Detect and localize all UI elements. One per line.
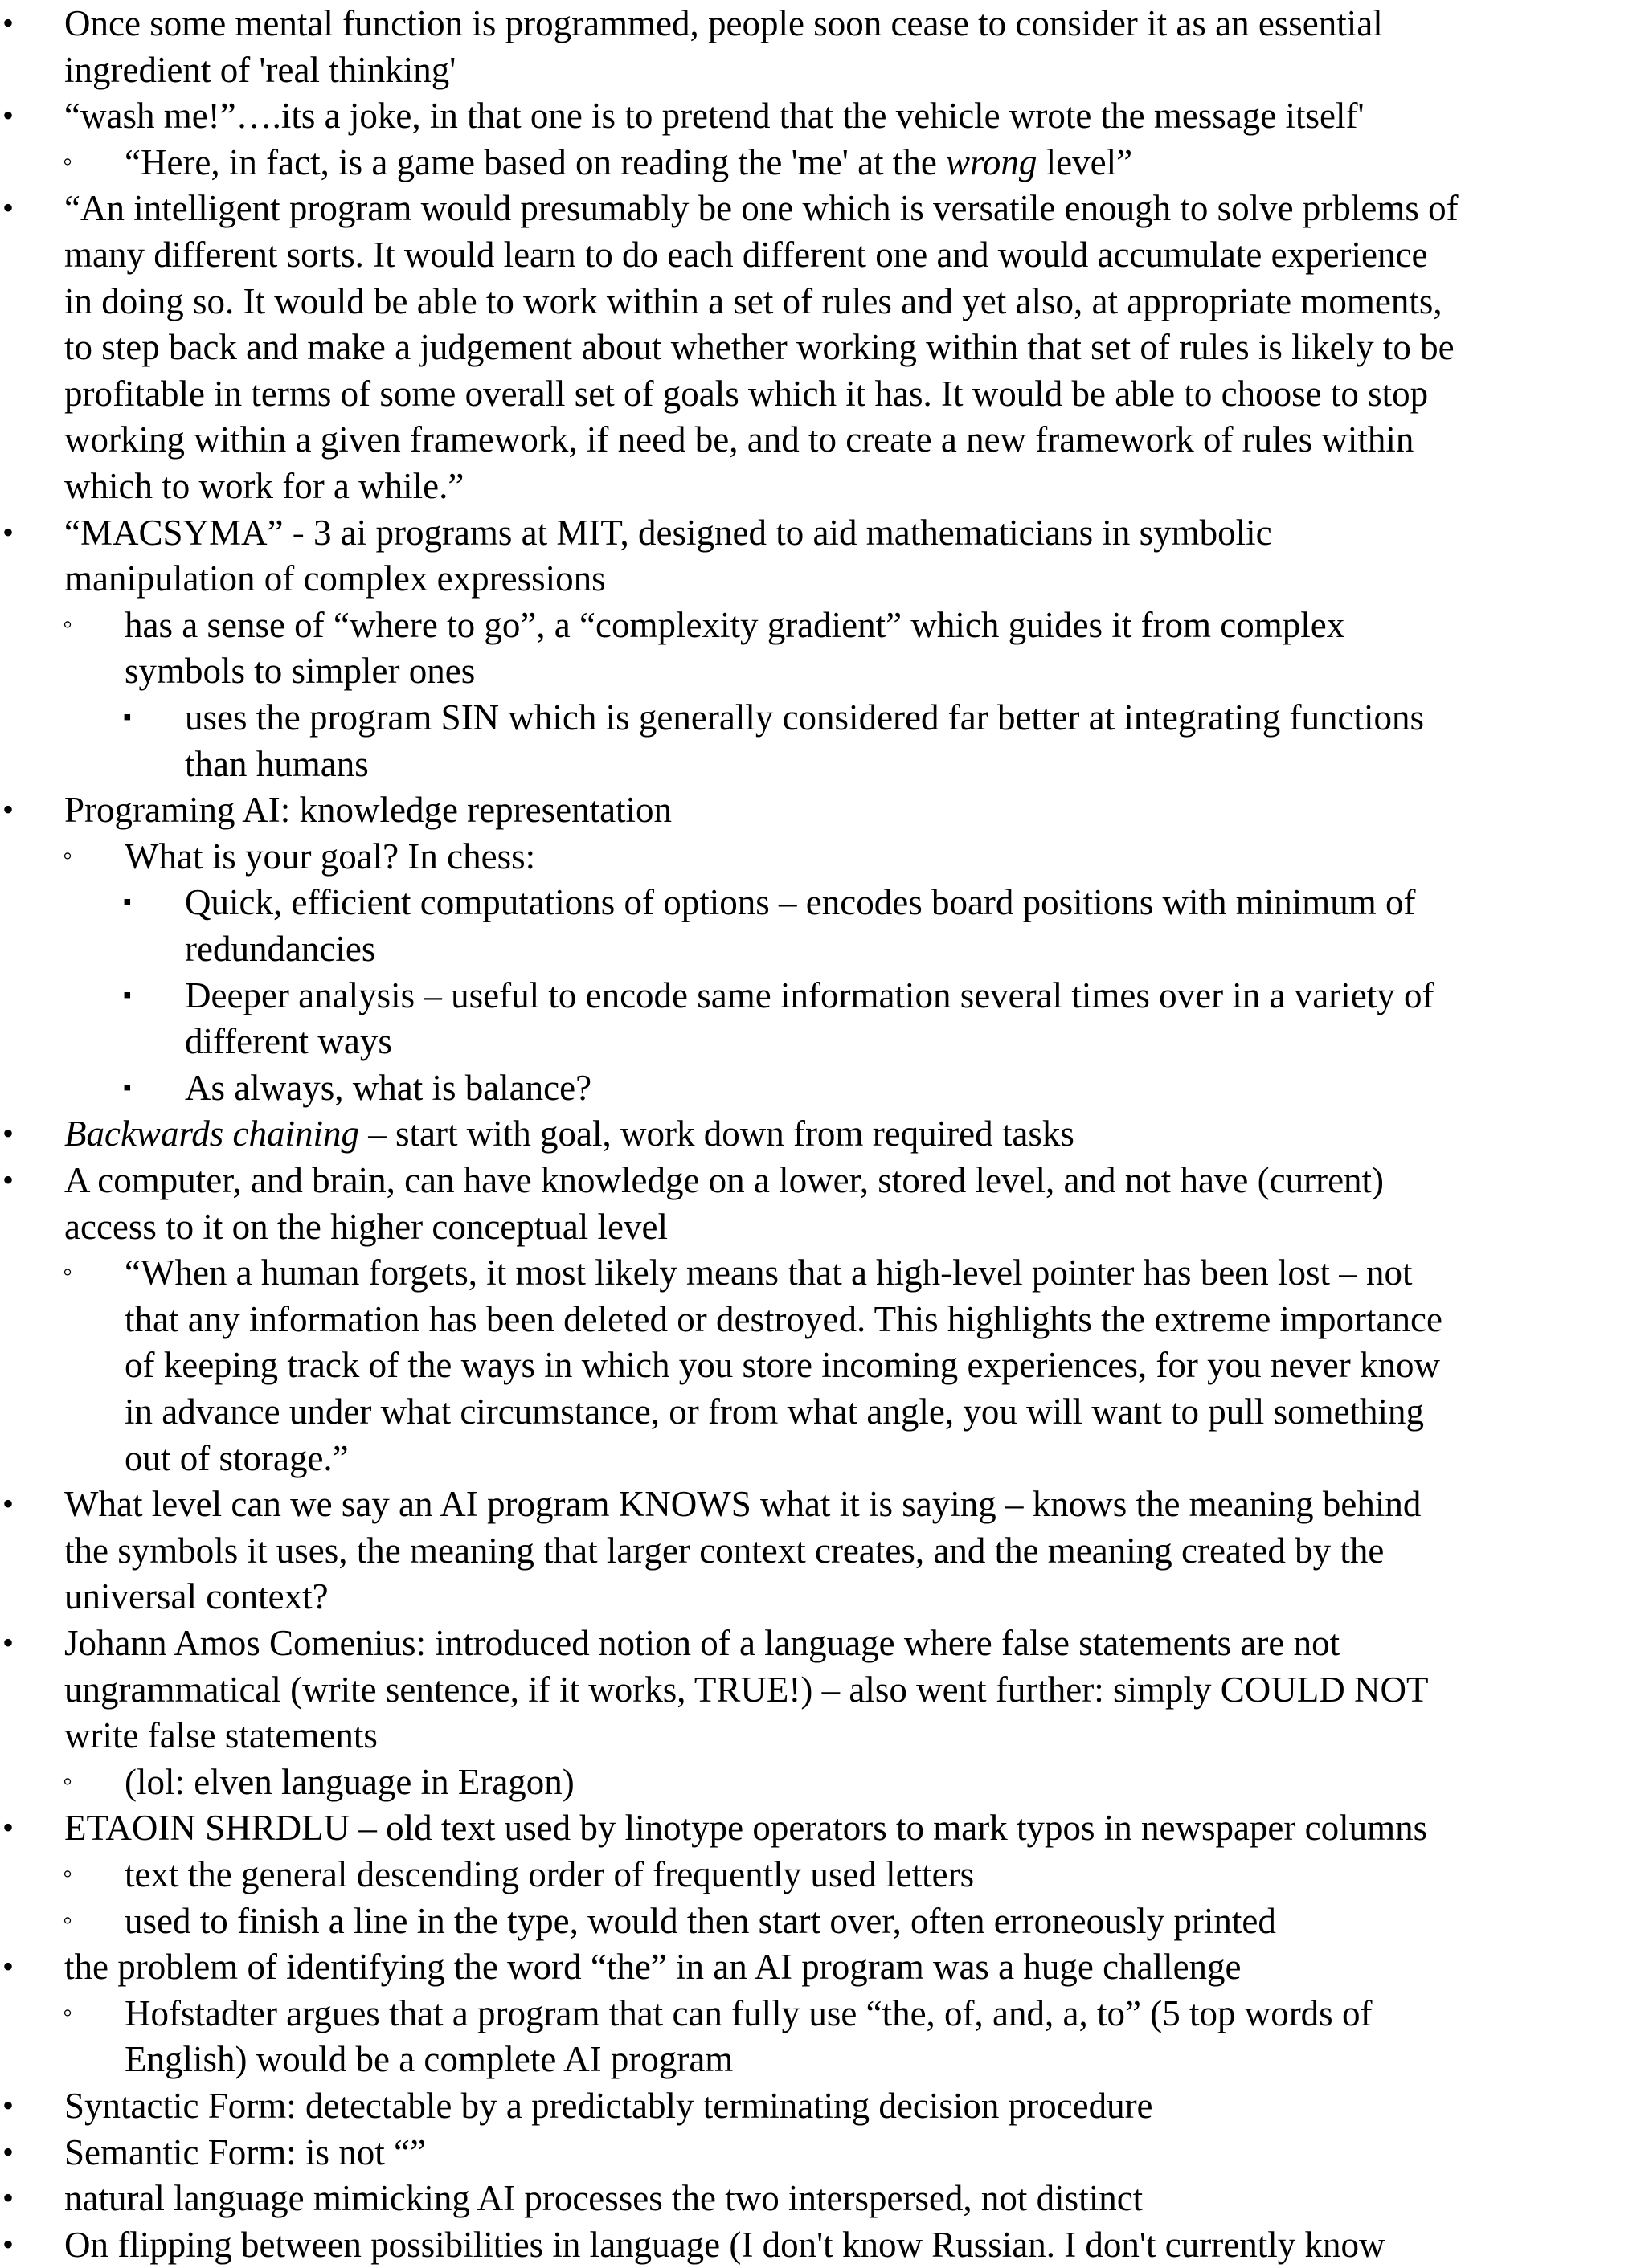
list-item-text	[64, 0, 1383, 47]
text-run: As always, what is balance?	[185, 1068, 592, 1108]
list-item-text	[64, 787, 672, 833]
list-item-continuation	[64, 370, 1428, 417]
bullet-marker-level-1: ◦	[63, 1257, 73, 1287]
list-item-text	[125, 1898, 1276, 1944]
bullet-marker-level-1: ◦	[63, 1906, 73, 1935]
list-item-continuation	[125, 1342, 1440, 1388]
list-item-text	[64, 185, 1459, 231]
bullet-marker-level-1: ◦	[63, 1859, 73, 1889]
text-run: Johann Amos Comenius: introduced notion of a language where false statements are not	[64, 1623, 1340, 1663]
list-item-text	[64, 92, 1365, 139]
text-run: working within a given framework, if need be, and to create a new framework of rules within	[64, 419, 1414, 460]
text-run: Once some mental function is programmed, people soon cease to consider it as an essential	[64, 3, 1383, 43]
text-run: ungrammatical (write sentence, if it works, TRUE!) – also went further: simply COULD NOT	[64, 1669, 1429, 1710]
bullet-marker-level-0: •	[2, 1162, 14, 1198]
text-run: ingredient of 'real thinking'	[64, 50, 456, 90]
text-run: in advance under what circumstance, or from what angle, you will want to pull something	[125, 1391, 1425, 1432]
text-run: English) would be a complete AI program	[125, 2039, 734, 2079]
text-run: Deeper analysis – useful to encode same information several times over in a variety of	[185, 975, 1434, 1015]
text-run: universal context?	[64, 1576, 329, 1616]
list-item-continuation	[64, 416, 1414, 463]
list-item-continuation	[64, 1573, 329, 1620]
list-item-continuation	[64, 324, 1455, 370]
text-run: to step back and make a judgement about whether working within that set of rules is likely to be	[64, 327, 1455, 367]
bullet-marker-level-0: •	[2, 97, 14, 133]
text-run: text the general descending order of frequently used letters	[125, 1854, 975, 1894]
list-item-text	[64, 2082, 1153, 2129]
bullet-marker-level-0: •	[2, 2226, 14, 2262]
bullet-marker-level-0: •	[2, 1485, 14, 1522]
text-run: What is your goal? In chess:	[125, 836, 536, 877]
bullet-marker-level-1: ◦	[63, 841, 73, 871]
bullet-marker-level-1: ◦	[63, 1767, 73, 1796]
italic-text: Backwards chaining	[64, 1114, 360, 1154]
list-item-text	[185, 694, 1424, 741]
list-item-continuation	[185, 926, 375, 972]
text-run: has a sense of “where to go”, a “complexity gradient” which guides it from complex	[125, 605, 1345, 645]
text-run: write false statements	[64, 1715, 378, 1755]
text-run: Hofstadter argues that a program that can fully use “the, of, and, a, to” (5 top words of	[125, 1993, 1373, 2033]
list-item-continuation	[64, 1666, 1429, 1713]
list-item-text	[125, 602, 1344, 648]
text-run: “When a human forgets, it most likely means that a high-level pointer has been lost – not	[125, 1253, 1413, 1293]
text-run: uses the program SIN which is generally considered far better at integrating functions	[185, 697, 1425, 738]
text-run: many different sorts. It would learn to do each different one and would accumulate experience	[64, 235, 1428, 275]
list-item-text	[125, 1990, 1372, 2037]
list-item-continuation	[125, 648, 475, 694]
list-item-text	[125, 1249, 1413, 1296]
text-run: access to it on the higher conceptual level	[64, 1207, 668, 1247]
bullet-marker-level-0: •	[2, 514, 14, 550]
list-item-continuation	[125, 1296, 1442, 1342]
bullet-marker-level-0: •	[2, 2180, 14, 2216]
text-run: the symbols it uses, the meaning that larger context creates, and the meaning created by the	[64, 1530, 1385, 1571]
text-run: Syntactic Form: detectable by a predictably terminating decision procedure	[64, 2086, 1153, 2126]
bullet-marker-level-2: ▪	[123, 1074, 132, 1101]
text-run: in doing so. It would be able to work within a set of rules and yet also, at appropriate moments,	[64, 281, 1442, 321]
text-run: What level can we say an AI program KNOWS what it is saying – knows the meaning behind	[64, 1484, 1422, 1524]
list-item-text	[64, 1481, 1421, 1527]
text-run: “wash me!”….its a joke, in that one is to pretend that the vehicle wrote the message itself'	[64, 96, 1365, 136]
bullet-marker-level-0: •	[2, 1624, 14, 1661]
text-run: “MACSYMA” - 3 ai programs at MIT, designed to aid mathematicians in symbolic	[64, 513, 1272, 553]
list-item-text	[64, 1943, 1242, 1990]
list-item-text	[64, 509, 1272, 556]
list-item-text	[64, 2221, 1385, 2268]
list-item-continuation	[185, 1018, 392, 1065]
list-item-continuation	[64, 278, 1442, 325]
text-run: than humans	[185, 744, 369, 784]
bullet-marker-level-0: •	[2, 1948, 14, 1984]
text-run: – start with goal, work down from required tasks	[359, 1114, 1074, 1154]
text-run: that any information has been deleted or destroyed. This highlights the extreme importance	[125, 1299, 1442, 1339]
list-item-continuation	[64, 463, 464, 509]
text-run: “Here, in fact, is a game based on reading the 'me' at the	[125, 142, 947, 182]
bullet-marker-level-2: ▪	[123, 982, 132, 1008]
text-run: out of storage.”	[125, 1438, 349, 1478]
list-item-text	[64, 1804, 1427, 1851]
bullet-marker-level-0: •	[2, 1809, 14, 1845]
text-run: manipulation of complex expressions	[64, 558, 606, 599]
bullet-marker-level-1: ◦	[63, 147, 73, 177]
list-item-text	[125, 833, 535, 880]
bullet-marker-level-2: ▪	[123, 889, 132, 915]
text-run: of keeping track of the ways in which you store incoming experiences, for you never know	[125, 1345, 1441, 1385]
text-run: Quick, efficient computations of options – encodes board positions with minimum of	[185, 882, 1416, 922]
list-item-continuation	[125, 1388, 1424, 1435]
list-item-continuation	[64, 47, 456, 93]
text-run: On flipping between possibilities in language (I don't know Russian. I don't currently know	[64, 2225, 1385, 2265]
list-item-continuation	[64, 555, 606, 602]
list-item-continuation	[64, 1203, 668, 1250]
list-item-continuation	[64, 1712, 378, 1759]
list-item-text	[64, 1110, 1074, 1157]
italic-text: wrong	[946, 142, 1037, 182]
bullet-marker-level-0: •	[2, 1115, 14, 1151]
bullet-marker-level-2: ▪	[123, 704, 132, 730]
text-run: A computer, and brain, can have knowledge on a lower, stored level, and not have (current)	[64, 1160, 1385, 1200]
list-item-text	[64, 1620, 1340, 1666]
list-item-continuation	[125, 2036, 733, 2082]
list-item-continuation	[185, 741, 369, 787]
text-run: “An intelligent program would presumably be one which is versatile enough to solve prblems of	[64, 188, 1459, 228]
text-run: different ways	[185, 1021, 392, 1061]
list-item-continuation	[64, 1527, 1384, 1574]
text-run: which to work for a while.”	[64, 466, 464, 506]
list-item-text	[125, 1759, 575, 1805]
bullet-marker-level-1: ◦	[63, 610, 73, 640]
text-run: the problem of identifying the word “the” in an AI program was a huge challenge	[64, 1947, 1242, 1987]
bullet-marker-level-1: ◦	[63, 1998, 73, 2028]
list-item-text	[64, 2175, 1143, 2221]
bullet-marker-level-0: •	[2, 791, 14, 828]
text-run: natural language mimicking AI processes the two interspersed, not distinct	[64, 2178, 1144, 2218]
text-run: redundancies	[185, 929, 376, 969]
list-item-continuation	[64, 231, 1427, 278]
text-run: (lol: elven language in Eragon)	[125, 1762, 575, 1802]
list-item-continuation	[125, 1435, 349, 1481]
bullet-marker-level-0: •	[2, 190, 14, 226]
bullet-marker-level-0: •	[2, 5, 14, 41]
bullet-marker-level-0: •	[2, 2087, 14, 2123]
text-run: level”	[1037, 142, 1133, 182]
list-item-text	[64, 1157, 1384, 1203]
text-run: used to finish a line in the type, would then start over, often erroneously printed	[125, 1901, 1276, 1941]
text-run: profitable in terms of some overall set of goals which it has. It would be able to choose to stop	[64, 374, 1429, 414]
list-item-text	[125, 139, 1132, 186]
list-item-text	[185, 879, 1415, 926]
text-run: Programing AI: knowledge representation	[64, 790, 673, 830]
list-item-text	[125, 1851, 974, 1898]
text-run: ETAOIN SHRDLU – old text used by linotype operators to mark typos in newspaper columns	[64, 1808, 1428, 1848]
text-run: Semantic Form: is not “”	[64, 2132, 426, 2172]
list-item-text	[64, 2129, 426, 2176]
bullet-marker-level-0: •	[2, 2134, 14, 2170]
text-run: symbols to simpler ones	[125, 651, 476, 691]
list-item-text	[185, 1065, 591, 1111]
list-item-text	[185, 972, 1434, 1019]
